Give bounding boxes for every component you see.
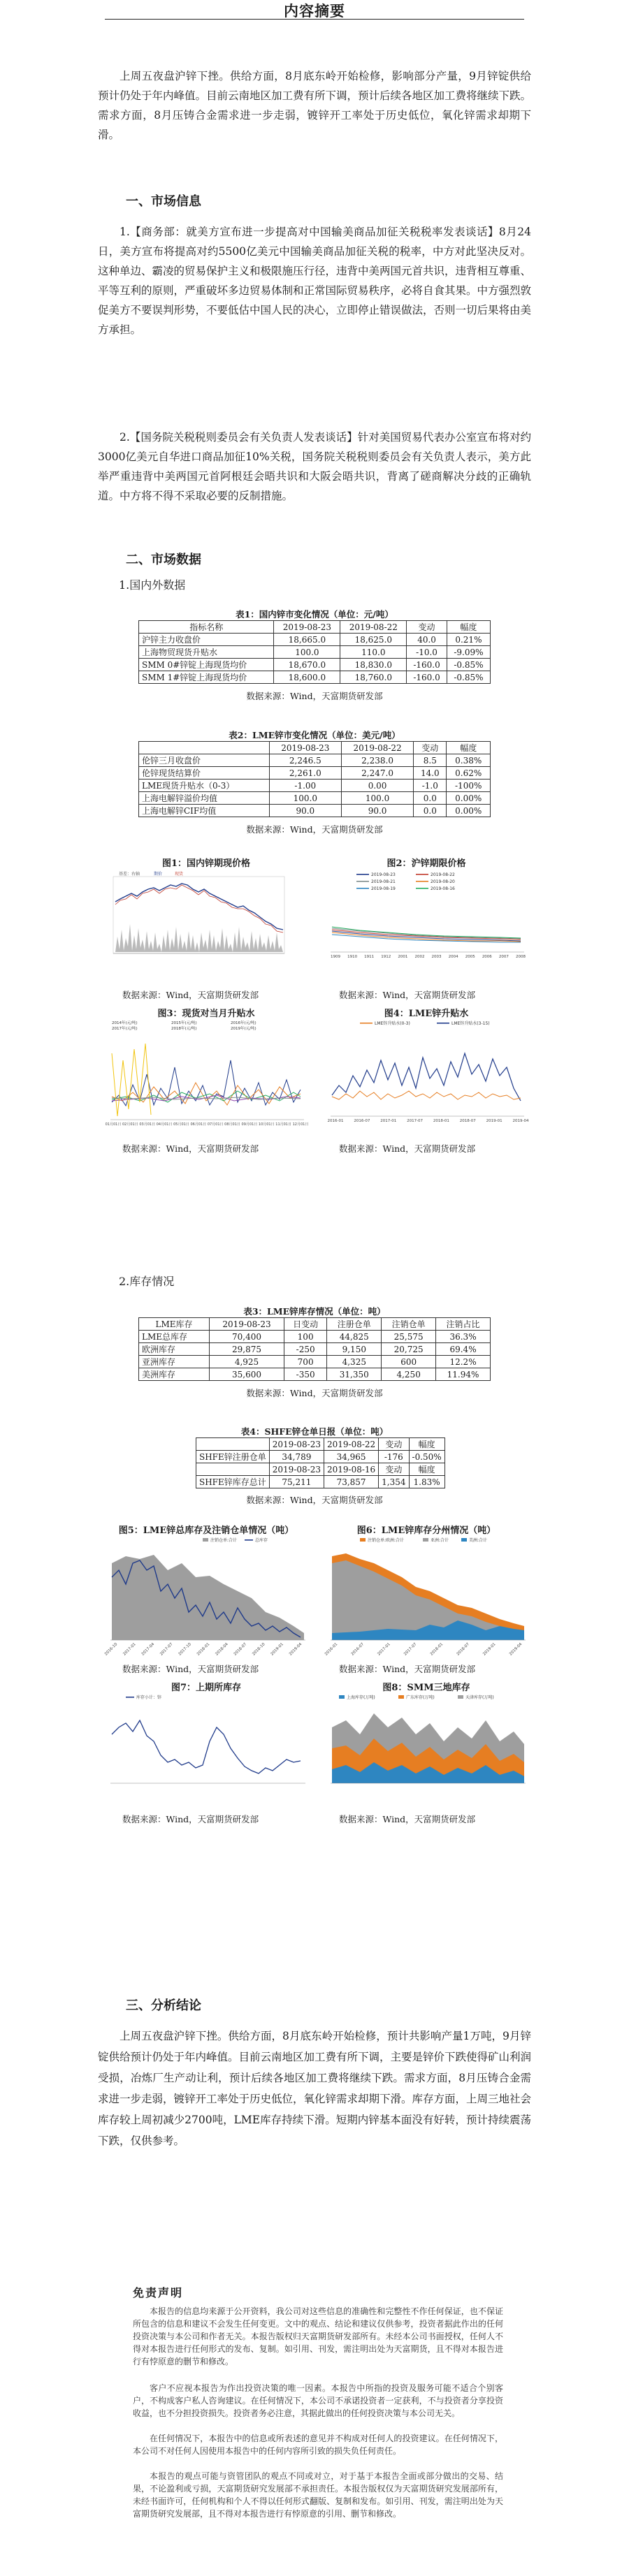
table2-cell: 伦锌现货结算价 <box>139 767 270 780</box>
table4-caption: 表4：SHFE锌仓单日报（单位：吨） <box>240 1426 389 1437</box>
figure5-legend-swatch-0 <box>203 1538 208 1542</box>
table3-cell: 9,150 <box>327 1343 382 1356</box>
figure5-legend-0: 注销仓单:合计 <box>210 1538 238 1543</box>
fig2-ticks-label: 2006 <box>482 955 492 959</box>
fig3-ticks-label: 08月01日 <box>224 1122 240 1127</box>
table3-cell: 44,825 <box>327 1331 382 1343</box>
news-item-2: 2.【国务院关税税则委员会有关负责人发表谈话】针对美国贸易代表办公室宣布将对约3000亿美元自华进口商品加征10%关税，国务院关税税则委员会有关负责人表示，美方此举严重违背中美两国元首阿根廷会晤共识和大阪会晤共识，背离了磋商解决分歧的正确轨道。中方将不得不采取必要的反制措施。 <box>98 431 531 502</box>
fig2-ticks-label: 2005 <box>465 955 475 959</box>
table3-cell: 4,925 <box>210 1356 284 1368</box>
fig2-ticks-label: 2002 <box>414 955 425 959</box>
table2-cell: 0.00% <box>447 805 491 817</box>
table4-cell: 2019-08-16 <box>324 1463 378 1476</box>
table2-row <box>139 767 491 780</box>
table2-cell: 2,261.0 <box>269 767 341 780</box>
table1-row <box>139 634 491 646</box>
table3-cell: 100 <box>284 1331 326 1343</box>
figure5-x-tick-labels <box>104 1642 303 1657</box>
figure2-legend-4: 2019-08-19 <box>371 886 396 891</box>
table2-cell: 8.5 <box>414 754 447 767</box>
figure8-legend-1: 广东库存(万吨) <box>406 1695 435 1700</box>
fig6-ticks-label: 2018-07 <box>456 1642 470 1657</box>
figure3-legend-5: 2019年(元/吨) <box>231 1027 256 1031</box>
section-conclusion-heading: 三、分析结论 <box>126 1998 201 2013</box>
figure1-legend-futures: 期价 <box>154 872 163 877</box>
fig4-ticks-label: 2016-07 <box>354 1119 370 1123</box>
figure8-source: 数据来源：Wind，天富期货研发部 <box>339 1814 476 1824</box>
page-title: 内容摘要 <box>284 2 345 20</box>
figure1-source: 数据来源：Wind，天富期货研发部 <box>122 990 259 1000</box>
fig4-ticks-label: 2017-07 <box>407 1119 424 1123</box>
figure2-title: 图2：沪锌期限价格 <box>386 858 466 869</box>
table2-cell: 2,238.0 <box>341 754 413 767</box>
table2-cell: 100.0 <box>269 792 341 805</box>
figure1-legend-basis: 基差：右轴 <box>119 872 140 877</box>
subsection-inventory: 2.库存情况 <box>119 1275 175 1288</box>
table4-cell: 75,211 <box>269 1476 324 1488</box>
fig6-ticks-label: 2016-07 <box>350 1642 366 1657</box>
table2-row <box>139 805 491 817</box>
table1-row <box>139 659 491 671</box>
table4-cell: 34,789 <box>269 1451 324 1463</box>
figure8-legend-swatch-0 <box>339 1695 345 1699</box>
table3-lme-inventory <box>138 1317 491 1381</box>
figure5-title: 图5：LME锌总库存及注销仓单情况（吨） <box>118 1525 294 1536</box>
table3-cell: 注销仓单 <box>382 1318 436 1331</box>
fig6-ticks-label: 2016-01 <box>324 1642 339 1657</box>
table4-shfe-warrant <box>196 1437 445 1488</box>
table1-cell: -0.85% <box>447 671 490 684</box>
figure3-legend-3: 2017年(元/吨) <box>112 1027 138 1031</box>
table2-row <box>139 780 491 792</box>
section-market-data-heading: 二、市场数据 <box>126 552 201 567</box>
table3-cell: 20,725 <box>382 1343 436 1356</box>
table1-cell: 变动 <box>407 621 447 634</box>
table4-cell: 幅度 <box>409 1463 444 1476</box>
table2-cell: -100% <box>447 780 491 792</box>
table2-cell: 幅度 <box>447 742 491 754</box>
figure2-legend-swatch-0 <box>356 874 369 875</box>
table3-cell: 35,600 <box>210 1368 284 1381</box>
table3-cell: 11.94% <box>436 1368 491 1381</box>
figure4-chart <box>318 1018 535 1139</box>
fig3-ticks-label: 10月01日 <box>258 1122 275 1127</box>
figure1-chart <box>98 868 314 983</box>
fig2-ticks-label: 1909 <box>331 955 340 959</box>
fig3-ticks-label: 05月01日 <box>173 1122 189 1127</box>
figure5-cancelled-area <box>112 1555 304 1640</box>
table1-cell: 100.0 <box>274 646 340 659</box>
figure2-x-tick-labels <box>331 955 526 959</box>
table4-cell: 2019-08-23 <box>269 1463 324 1476</box>
fig6-ticks-label: 2018-01 <box>429 1642 444 1657</box>
table3-cell: 亚洲库存 <box>139 1356 210 1368</box>
table1-caption: 表1：国内锌市变化情况（单位：元/吨） <box>236 609 393 620</box>
fig3-ticks-label: 07月01日 <box>207 1122 224 1127</box>
figure7-title: 图7：上期所库存 <box>171 1683 242 1693</box>
table2-lme-zinc <box>138 741 491 817</box>
fig5-ticks-label: 2016-10 <box>103 1642 119 1657</box>
table4-cell: SHFE锌库存总计 <box>196 1476 270 1488</box>
table2-cell: 90.0 <box>269 805 341 817</box>
figure4-source: 数据来源：Wind，天富期货研发部 <box>339 1143 476 1154</box>
table2-cell: -1.00 <box>269 780 341 792</box>
fig2-ticks-label: 2007 <box>498 955 509 959</box>
fig2-ticks-label: 1910 <box>347 955 358 959</box>
fig2-ticks-label: 2004 <box>448 955 458 959</box>
fig5-ticks-label: 2018-10 <box>252 1642 266 1657</box>
table1-row <box>139 621 491 634</box>
fig2-ticks-label: 2008 <box>516 955 526 959</box>
figure7-legend-swatch <box>126 1697 134 1698</box>
table3-row <box>139 1343 491 1356</box>
fig6-ticks-label: 2019-04 <box>508 1642 523 1657</box>
figure7-source: 数据来源：Wind，天富期货研发部 <box>122 1814 259 1824</box>
table2-row <box>139 792 491 805</box>
fig5-ticks-label: 2018-04 <box>215 1642 229 1657</box>
figure2-chart <box>318 868 535 983</box>
figure1-basis-area <box>115 924 283 952</box>
figure2-legend-swatch-2 <box>356 881 369 882</box>
table1-cell: 18,600.0 <box>274 671 340 684</box>
table4-cell <box>196 1438 270 1451</box>
table2-cell: 2,246.5 <box>269 754 341 767</box>
table2-cell: 2,247.0 <box>341 767 413 780</box>
table4-cell: 幅度 <box>409 1438 444 1451</box>
fig2-ticks-label: 1911 <box>364 955 375 959</box>
fig3-ticks-label: 01月01日 <box>105 1122 122 1127</box>
table3-row <box>139 1368 491 1381</box>
table1-cell: 18,830.0 <box>340 659 407 671</box>
figure5-chart <box>98 1535 314 1660</box>
table1-domestic-zinc <box>138 620 491 684</box>
figure2-legend-swatch-5 <box>416 888 428 889</box>
figure6-legend-swatch-0 <box>360 1538 366 1542</box>
table1-cell: 2019-08-23 <box>274 621 340 634</box>
table1-cell: -160.0 <box>407 671 447 684</box>
figure8-title: 图8：SMM三地库存 <box>382 1683 470 1693</box>
figure5 <box>98 1523 314 1662</box>
fig5-ticks-label: 2017-04 <box>140 1642 156 1657</box>
figure8-legend-2: 天津库存(万吨) <box>465 1695 494 1700</box>
table4-row <box>196 1438 445 1451</box>
fig4-ticks-label: 2019-01 <box>486 1119 503 1123</box>
table2-cell: 上海电解锌溢价均值 <box>139 792 270 805</box>
figure2-legend-3: 2019-08-20 <box>431 879 455 884</box>
disclaimer-paragraph-3: 在任何情况下，本报告中的信息或所表述的意见并不构成对任何人的投资建议。在任何情况下，本公司不对任何人因使用本报告中的任何内容所引致的损失负任何责任。 <box>133 2434 503 2456</box>
table2-cell: 0.0 <box>414 805 447 817</box>
table3-row <box>139 1331 491 1343</box>
figure7-legend: 库存小计：锌 <box>136 1695 162 1700</box>
table4-cell <box>196 1463 270 1476</box>
fig5-ticks-label: 2017-01 <box>122 1642 137 1657</box>
figure2-legend-2: 2019-08-21 <box>371 879 396 884</box>
table2-cell: 变动 <box>414 742 447 754</box>
table2-cell: 90.0 <box>341 805 413 817</box>
table2-row <box>139 742 491 754</box>
table3-cell: 69.4% <box>436 1343 491 1356</box>
figure3-legend-0: 2014年(元/吨) <box>112 1021 138 1025</box>
table2-source: 数据来源：Wind，天富期货研发部 <box>246 824 383 835</box>
table1-row <box>139 646 491 659</box>
figure6-legend-0: 注销仓单:欧洲:合计 <box>368 1538 405 1543</box>
table1-cell: 18,760.0 <box>340 671 407 684</box>
table3-cell: 31,350 <box>327 1368 382 1381</box>
table1-cell: 上海物贸现货升贴水 <box>139 646 274 659</box>
table3-cell: 注册仓单 <box>327 1318 382 1331</box>
figure6-chart <box>318 1535 535 1660</box>
disclaimer-title: 免责声明 <box>133 2286 184 2299</box>
figure6-title: 图6：LME锌库存分州情况（吨） <box>356 1525 496 1536</box>
section-market-info-heading: 一、市场信息 <box>126 194 201 209</box>
figure4-legend-swatch-0 <box>360 1023 373 1024</box>
figure2-source: 数据来源：Wind，天富期货研发部 <box>339 990 476 1000</box>
table3-cell: LME总库存 <box>139 1331 210 1343</box>
fig4-ticks-label: 2018-01 <box>433 1119 449 1123</box>
figure2-legend-5: 2019-08-16 <box>431 886 455 891</box>
figure1-title: 图1：国内锌期现价格 <box>161 858 251 869</box>
table1-cell: SMM 1#锌锭上海现货均价 <box>139 671 274 684</box>
figure1 <box>98 856 314 988</box>
fig5-ticks-label: 2017-07 <box>159 1642 174 1657</box>
figure5-legend-1: 总库存 <box>255 1538 268 1543</box>
figure5-source: 数据来源：Wind，天富期货研发部 <box>122 1664 259 1674</box>
figure3-x-tick-labels <box>106 1122 309 1127</box>
figure1-futures-line <box>115 884 283 930</box>
table2-cell: 14.0 <box>414 767 447 780</box>
figure4-title: 图4：LME锌升贴水 <box>384 1009 469 1019</box>
fig5-ticks-label: 2019-01 <box>270 1642 285 1657</box>
table4-cell: -0.50% <box>409 1451 444 1463</box>
summary-paragraph: 上周五夜盘沪锌下挫。供给方面，8月底东岭开始检修，影响部分产量，9月锌锭供给预计仍处于年内峰值。目前云南地区加工费有所下调，预计后续各地区加工费将继续下跌。需求方面，8月压铸合金需求进一步走弱，镀锌开工率处于历史低位，氧化锌需求却期下滑。 <box>98 70 532 141</box>
fig6-ticks-label: 2017-01 <box>377 1642 391 1657</box>
table4-row <box>196 1476 445 1488</box>
table1-cell: 18,665.0 <box>274 634 340 646</box>
figure8-chart <box>318 1692 535 1810</box>
table1-cell: 18,670.0 <box>274 659 340 671</box>
fig2-ticks-label: 2003 <box>431 955 442 959</box>
table1-source: 数据来源：Wind，天富期货研发部 <box>246 691 383 701</box>
figure4-series-0-3 <box>332 1091 521 1099</box>
table2-cell: 0.38% <box>447 754 491 767</box>
fig5-ticks-label: 2018-07 <box>233 1642 248 1657</box>
table4-row <box>196 1463 445 1476</box>
figure4-legend-swatch-1 <box>437 1023 449 1024</box>
table2-cell: 2019-08-23 <box>269 742 341 754</box>
disclaimer-paragraph-2: 客户不应视本报告为作出投资决策的唯一因素。本报告中所指的投资及服务可能不适合个别客户，不构成客户私人咨询建议。在任何情况下，本公司不承诺投资者一定获利，不与投资者分享投资收益，也不分担投资损失。投资者务必注意，其据此做出的任何投资决策与本公司无关。 <box>133 2383 503 2418</box>
figure6-legend-1: 亚洲:合计 <box>431 1538 449 1543</box>
figure2-legend-swatch-4 <box>356 888 369 889</box>
table1-cell: 2019-08-22 <box>340 621 407 634</box>
figure4-legend-1: LME锌升贴水(3-15) <box>451 1021 490 1026</box>
conclusion-paragraph: 上周五夜盘沪锌下挫。供给方面，8月底东岭开始检修，预计共影响产量1万吨，9月锌锭供给预计仍处于年内峰值。目前云南地区加工费有所下调，主要是锌价下跌使得矿山利润受损，冶炼厂生产动让利，预计后续各地区加工费将继续下跌。需求方面，8月压铸合金需求进一步走弱，镀锌开工率处于历史低位，氧化锌需求却期下滑。库存方面，上周三地社会库存较上周初减少2700吨，LME库存持续下滑。短期内锌基本面没有好转，预计持续震荡下跌，仅供参考。 <box>98 2030 532 2147</box>
table4-cell: 73,857 <box>324 1476 378 1488</box>
table4-cell: 变动 <box>379 1463 409 1476</box>
table1-row <box>139 671 491 684</box>
figure6-legend-2: 美洲:合计 <box>469 1538 488 1543</box>
table3-cell: 4,325 <box>327 1356 382 1368</box>
table3-cell: -350 <box>284 1368 326 1381</box>
table4-cell: 1.83% <box>409 1476 444 1488</box>
table3-cell: 4,250 <box>382 1368 436 1381</box>
figure4-legend-0: LME锌升贴水(0-3) <box>375 1021 410 1026</box>
title-divider <box>105 19 524 20</box>
fig3-ticks-label: 12月01日 <box>292 1122 309 1127</box>
news-item-1: 1.【商务部：就美方宣布进一步提高对中国输美商品加征关税税率发表谈话】8月24日，美方宣布将提高对约5500亿美元中国输美商品加征关税的税率，中方对此坚决反对。这种单边、霸凌的贸易保护主义和极限施压行径，违背中美两国元首共识，违背相互尊重、平等互利的原则，严重破坏多边贸易体制和正常国际贸易秩序，必将自食其果。中方强烈敦促美方不要误判形势，不要低估中国人民的决心，立即停止错误做法，否则一切后果将由美方承担。 <box>98 226 532 336</box>
figure7-series <box>112 1720 301 1773</box>
figure3-chart <box>98 1018 314 1139</box>
table3-row <box>139 1356 491 1368</box>
fig4-ticks-label: 2019-04 <box>512 1119 529 1123</box>
figure4 <box>318 1006 535 1142</box>
figure3-legend-1: 2015年(元/吨) <box>171 1021 197 1025</box>
fig6-ticks-label: 2017-07 <box>403 1642 418 1657</box>
table3-cell: -250 <box>284 1343 326 1356</box>
figure3-source: 数据来源：Wind，天富期货研发部 <box>122 1143 259 1154</box>
figure2-legend-0: 2019-08-23 <box>371 872 396 877</box>
table4-cell: 变动 <box>379 1438 409 1451</box>
table1-cell: -10.0 <box>407 646 447 659</box>
fig4-ticks-label: 2018-07 <box>459 1119 476 1123</box>
table4-row <box>196 1451 445 1463</box>
figure3-title: 图3：现货对当月升贴水 <box>157 1009 255 1019</box>
figure8-legend-0: 上海库存(万吨) <box>347 1695 375 1700</box>
table3-row <box>139 1318 491 1331</box>
fig2-ticks-label: 1912 <box>381 955 391 959</box>
table1-cell: 110.0 <box>340 646 407 659</box>
figure7-chart <box>98 1692 314 1810</box>
table3-cell: 欧洲库存 <box>139 1343 210 1356</box>
table4-cell: -176 <box>379 1451 409 1463</box>
table2-cell: 上海电解锌CIF均值 <box>139 805 270 817</box>
fig4-ticks-label: 2016-01 <box>327 1119 344 1123</box>
table2-cell: 100.0 <box>341 792 413 805</box>
fig3-ticks-label: 04月01日 <box>156 1122 173 1127</box>
disclaimer-paragraph-4: 本报告的观点可能与资管团队的观点不同或对立，对于基于本报告全面或部分做出的交易、结果，不论盈利或亏损，天富期货研究发展部不承担责任。本报告版权仅为天富期货研究发展部所有，未经书面许可，任何机构和个人不得以任何形式翻版、复制和发布。如引用、刊发，需注明出处为天富期货研究发展部，且不得对本报告进行有悖原意的引用、删节和修改。 <box>133 2471 503 2519</box>
figure3 <box>98 1006 314 1142</box>
table3-cell: 2019-08-23 <box>210 1318 284 1331</box>
table1-cell: 沪锌主力收盘价 <box>139 634 274 646</box>
table3-cell: 日变动 <box>284 1318 326 1331</box>
figure2-legend-swatch-3 <box>416 881 428 882</box>
fig5-ticks-label: 2018-01 <box>196 1642 211 1657</box>
table3-caption: 表3：LME锌库存情况（单位：吨） <box>243 1306 386 1317</box>
figure6-legend-swatch-1 <box>423 1538 428 1542</box>
figure2-legend-1: 2019-08-22 <box>431 872 455 877</box>
figure3-legend-2: 2016年(元/吨) <box>231 1021 256 1025</box>
figure3-legend-4: 2018年(元/吨) <box>171 1027 197 1031</box>
figure6-legend-swatch-2 <box>461 1538 467 1542</box>
figure6-x-tick-labels <box>324 1642 523 1657</box>
figure8-legend-swatch-2 <box>458 1695 463 1699</box>
table4-cell: 2019-08-23 <box>269 1438 324 1451</box>
table3-cell: 美洲库存 <box>139 1368 210 1381</box>
table1-cell: 18,625.0 <box>340 634 407 646</box>
table3-cell: 600 <box>382 1356 436 1368</box>
table2-cell: -1.0 <box>414 780 447 792</box>
table2-cell: 0.62% <box>447 767 491 780</box>
fig3-ticks-label: 02月01日 <box>122 1122 138 1127</box>
table3-cell: 12.2% <box>436 1356 491 1368</box>
table3-cell: 注销占比 <box>436 1318 491 1331</box>
fig4-ticks-label: 2017-01 <box>380 1119 397 1123</box>
fig6-ticks-label: 2019-01 <box>482 1642 497 1657</box>
subsection-domestic-foreign: 1.国内外数据 <box>119 578 186 592</box>
fig5-ticks-label: 2017-10 <box>178 1642 193 1657</box>
table2-cell: 2019-08-22 <box>341 742 413 754</box>
figure1-legend-spot: 现货 <box>175 872 184 877</box>
table4-cell: 34,965 <box>324 1451 378 1463</box>
table4-cell: 2019-08-22 <box>324 1438 378 1451</box>
table1-cell: 0.21% <box>447 634 490 646</box>
table1-cell: -9.09% <box>447 646 490 659</box>
fig3-ticks-label: 06月01日 <box>190 1122 207 1127</box>
table2-cell: 伦锌三月收盘价 <box>139 754 270 767</box>
figure5-legend-swatch-1 <box>245 1539 253 1541</box>
table1-cell: 指标名称 <box>139 621 274 634</box>
table1-cell: SMM 0#锌锭上海现货均价 <box>139 659 274 671</box>
figure7 <box>98 1680 314 1813</box>
fig2-ticks-label: 2001 <box>398 955 408 959</box>
table2-cell: 0.00% <box>447 792 491 805</box>
table3-cell: 70,400 <box>210 1331 284 1343</box>
figure4-x-tick-labels <box>328 1119 529 1123</box>
table1-cell: -160.0 <box>407 659 447 671</box>
table3-cell: LME库存 <box>139 1318 210 1331</box>
table2-cell <box>139 742 270 754</box>
table4-cell: SHFE锌注册仓单 <box>196 1451 270 1463</box>
figure2-legend-swatch-1 <box>416 874 428 875</box>
table4-cell: 1,354 <box>379 1476 409 1488</box>
table3-cell: 36.3% <box>436 1331 491 1343</box>
figure6 <box>318 1523 535 1662</box>
figure6-source: 数据来源：Wind，天富期货研发部 <box>339 1664 476 1674</box>
table1-cell: 幅度 <box>447 621 490 634</box>
fig3-ticks-label: 03月01日 <box>139 1122 156 1127</box>
figure2 <box>318 856 535 988</box>
table1-cell: 40.0 <box>407 634 447 646</box>
table2-cell: 0.00 <box>341 780 413 792</box>
figure8-legend-swatch-1 <box>398 1695 404 1699</box>
table2-caption: 表2：LME锌市变化情况（单位：美元/吨） <box>229 730 400 740</box>
fig3-ticks-label: 11月01日 <box>275 1122 292 1127</box>
table4-source: 数据来源：Wind，天富期货研发部 <box>246 1495 383 1505</box>
table1-cell: -0.85% <box>447 659 490 671</box>
figure8 <box>318 1680 535 1813</box>
table2-cell: 0.0 <box>414 792 447 805</box>
table3-cell: 700 <box>284 1356 326 1368</box>
table3-source: 数据来源：Wind，天富期货研发部 <box>246 1388 383 1398</box>
table3-cell: 25,575 <box>382 1331 436 1343</box>
fig5-ticks-label: 2019-04 <box>288 1642 303 1657</box>
table2-row <box>139 754 491 767</box>
fig3-ticks-label: 09月01日 <box>241 1122 258 1127</box>
table3-cell: 29,875 <box>210 1343 284 1356</box>
table2-cell: LME现货升贴水（0-3） <box>139 780 270 792</box>
disclaimer-paragraph-1: 本报告的信息均来源于公开资料，我公司对这些信息的准确性和完整性不作任何保证，也不保证所包含的信息和建议不会发生任何变更。文中的观点、结论和建议仅供参考，投资者据此作出的任何投资决策与本公司和作者无关。本报告版权归天富期货研发部所有。未经本公司书面授权，任何人不得对本报告进行任何形式的发布、复制。如引用、刊发，需注明出处为天富期货，且不得对本报告进行有悖原意的删节和修改。 <box>133 2306 503 2366</box>
